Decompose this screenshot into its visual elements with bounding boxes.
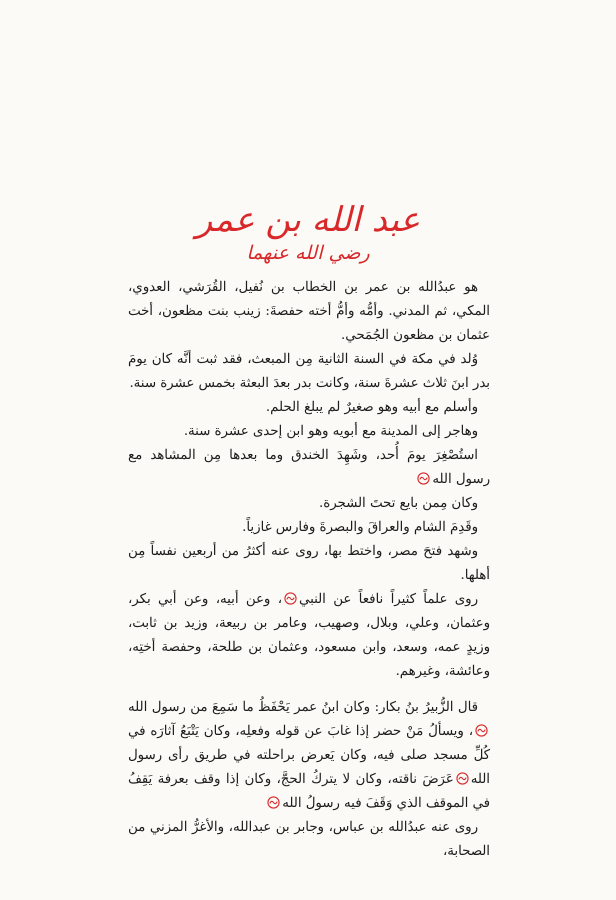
salutation-ligature-icon (284, 592, 297, 605)
chapter-heading (0, 198, 616, 266)
paragraph-text: ، وعن أبيه، وعن أبي بكر، وعثمان، وعلي، وبلال، وصهيب، وعامر بن ربيعة، وزيد بن ثابت، وزيدٍ عمه، وسعد، وابن مسعود، وعثمان بن طلحة، وحفصة أختِه، وعائشة، وغيرهم. (128, 592, 490, 679)
paragraph (128, 492, 490, 516)
body-text (128, 276, 490, 864)
paragraph-text: ، ويسألُ مَنْ حضر إذا غابَ عن قوله وفعلِه، وكان يَتْبَعُ آثارَه في كُلِّ مسجد صلى فيه، وكان يَعرض براحلته في طريق رأى رسول الله (128, 724, 490, 787)
paragraph (128, 696, 490, 816)
salutation-ligature-icon (417, 472, 430, 485)
paragraph-text: عَرَضَ ناقته، وكان لا يتركُ الحجَّ، وكان إذا وقف بعرفة يَقِفُ في الموقف الذي وَقَفَ فيه رسولُ الله (128, 772, 490, 811)
paragraph-text: وأسلم مع أبيه وهو صغيرٌ لم يبلغ الحلم. (265, 400, 478, 415)
paragraph (128, 540, 490, 588)
salutation-ligature-icon (475, 724, 488, 737)
chapter-subtitle: رضي الله عنهما (246, 242, 370, 264)
paragraph (128, 396, 490, 420)
salutation-ligature-icon (456, 772, 469, 785)
paragraph-text: وقَدِمَ الشام والعراقَ والبصرةَ وفارس غازياً. (242, 520, 478, 535)
paragraph (128, 276, 490, 348)
salutation-ligature-icon (267, 796, 280, 809)
paragraph (128, 420, 490, 444)
paragraph (128, 516, 490, 540)
paragraph-text: وُلد في مكة في السنة الثانية مِن المبعث، فقد ثبت أنَّه كان يومَ بدر ابنَ ثلاث عشرةَ سنة، وكانت بدر بعدَ البعثة بخمس عشرة سنة. (128, 352, 490, 391)
paragraph-text: وهاجر إلى المدينة مع أبويه وهو ابن إحدى عشرة سنة. (183, 424, 478, 439)
paragraph-text: هو عبدُالله بن عمر بن الخطاب بن نُفيل، القُرَشي، العدوي، المكي، ثم المدني. وأمُّه وأمُّ أخته حفصةَ: زينب بنت مظعون، أخت عثمان بن مظعون الجُمَحي. (128, 280, 490, 343)
chapter-title: عبد الله بن عمر (195, 200, 421, 240)
paragraph-text: استُصْغِرَ يومَ أُحد، وشَهِدَ الخندق وما بعدها مِن المشاهد مع رسول الله (128, 448, 490, 487)
paragraph-text: وشهد فتحَ مصر، واختط بها، روى عنه أكثرُ من أربعين نفساً مِن أهلها. (128, 544, 490, 583)
paragraph-text: وكان مِمن بايع تحتَ الشجرة. (319, 496, 478, 511)
paragraph-text: روى علماً كثيراً نافعاً عن النبي (299, 592, 478, 607)
paragraph-text: قال الزُّبيرُ بنُ بكار: وكان ابنُ عمر يَحْفَظُ ما سَمِعَ من رسول الله (128, 700, 478, 715)
paragraph (128, 816, 490, 864)
paragraph (128, 348, 490, 396)
paragraph (128, 444, 490, 492)
paragraph-text: روى عنه عبدُالله بن عباس، وجابر بن عبدالله، والأغرُّ المزني من الصحابة، (128, 820, 490, 859)
paragraph (128, 588, 490, 684)
